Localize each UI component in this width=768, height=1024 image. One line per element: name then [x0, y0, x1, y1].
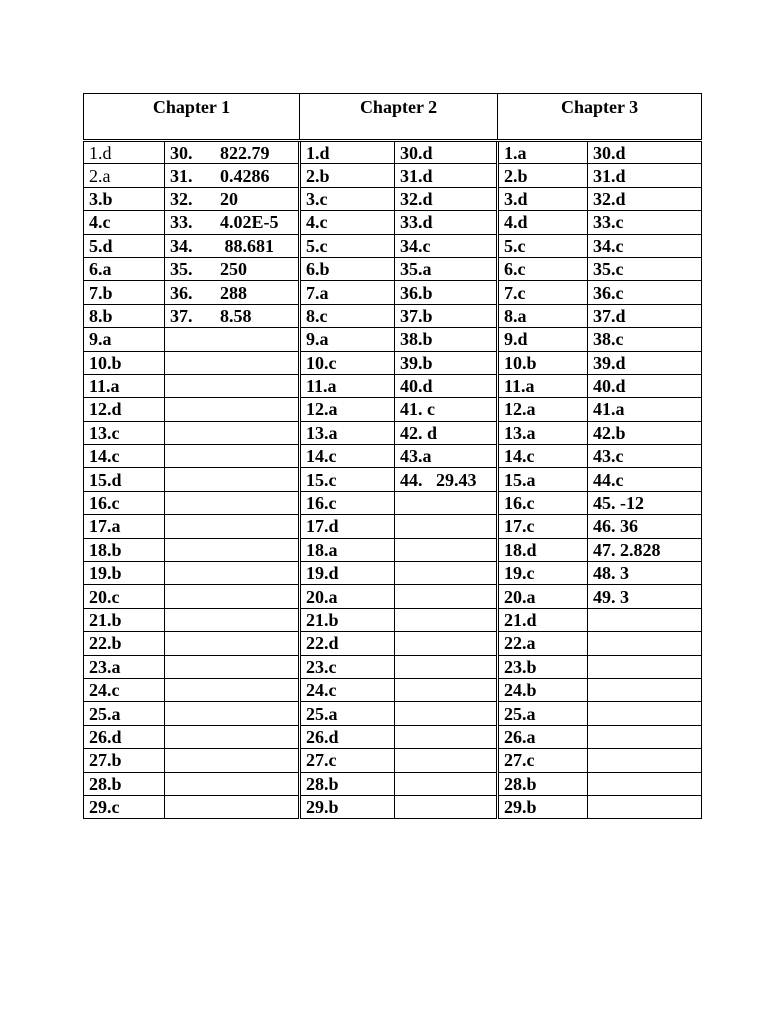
- chapter-1-answer: 14.c: [84, 445, 165, 468]
- chapter-3-answer: 26.a: [498, 725, 588, 748]
- answer-value: 0.4286: [220, 165, 270, 186]
- chapter-1-extra-answer: [165, 398, 300, 421]
- answer-value: 822.79: [220, 142, 270, 163]
- chapter-3-extra-answer: 49. 3: [588, 585, 702, 608]
- table-row: [84, 491, 702, 514]
- chapter-2-extra-answer: 33.d: [395, 211, 498, 234]
- chapter-1-extra-answer: [165, 795, 300, 818]
- chapter-1-answer: 24.c: [84, 678, 165, 701]
- chapter-2-extra-answer: [395, 608, 498, 631]
- chapter-1-answer: 28.b: [84, 772, 165, 795]
- chapter-3-answer: 18.d: [498, 538, 588, 561]
- answer-value: 288: [220, 282, 247, 303]
- chapter-1-header: Chapter 1: [84, 94, 300, 141]
- table-row: [84, 328, 702, 351]
- chapter-1-extra-answer: [165, 678, 300, 701]
- chapter-2-extra-answer: [395, 725, 498, 748]
- chapter-1-extra-answer: [165, 562, 300, 585]
- chapter-3-extra-answer: 34.c: [588, 234, 702, 257]
- chapter-3-extra-answer: 36.c: [588, 281, 702, 304]
- chapter-3-extra-answer: 46. 36: [588, 515, 702, 538]
- chapter-2-answer: 20.a: [300, 585, 395, 608]
- chapter-3-answer: 14.c: [498, 445, 588, 468]
- chapter-2-answer: 19.d: [300, 562, 395, 585]
- chapter-1-answer: 9.a: [84, 328, 165, 351]
- chapter-3-answer: 28.b: [498, 772, 588, 795]
- chapter-3-answer: 6.c: [498, 257, 588, 280]
- chapter-2-answer: 27.c: [300, 749, 395, 772]
- chapter-2-extra-answer: 31.d: [395, 164, 498, 187]
- chapter-3-answer: 9.d: [498, 328, 588, 351]
- question-number: 31.: [170, 165, 193, 186]
- chapter-1-extra-answer: [165, 351, 300, 374]
- chapter-2-answer: 9.a: [300, 328, 395, 351]
- chapter-1-answer: 19.b: [84, 562, 165, 585]
- chapter-3-extra-answer: 37.d: [588, 304, 702, 327]
- table-row: [84, 257, 702, 280]
- chapter-2-answer: 21.b: [300, 608, 395, 631]
- chapter-3-extra-answer: 43.c: [588, 445, 702, 468]
- chapter-2-extra-answer: [395, 562, 498, 585]
- table-row: [84, 562, 702, 585]
- chapter-2-extra-answer: 35.a: [395, 257, 498, 280]
- chapter-1-extra-answer: [165, 187, 300, 210]
- chapter-2-extra-answer: [395, 749, 498, 772]
- chapter-1-answer: 27.b: [84, 749, 165, 772]
- chapter-2-answer: 2.b: [300, 164, 395, 187]
- chapter-2-extra-answer: [395, 772, 498, 795]
- question-number: 37.: [170, 305, 193, 326]
- chapter-2-answer: 29.b: [300, 795, 395, 818]
- chapter-1-extra-answer: [165, 655, 300, 678]
- table-row: [84, 468, 702, 491]
- chapter-3-extra-answer: 47. 2.828: [588, 538, 702, 561]
- chapter-1-answer: 11.a: [84, 374, 165, 397]
- chapter-1-answer: 23.a: [84, 655, 165, 678]
- chapter-3-answer: 7.c: [498, 281, 588, 304]
- chapter-2-extra-answer: 43.a: [395, 445, 498, 468]
- chapter-3-extra-answer: 41.a: [588, 398, 702, 421]
- chapter-1-answer: 1.d: [84, 141, 165, 164]
- answer-value: 4.02E-5: [220, 212, 279, 233]
- chapter-3-extra-answer: [588, 678, 702, 701]
- chapter-3-answer: 25.a: [498, 702, 588, 725]
- chapter-2-answer: 11.a: [300, 374, 395, 397]
- chapter-1-answer: 7.b: [84, 281, 165, 304]
- chapter-1-answer: 17.a: [84, 515, 165, 538]
- chapter-1-extra-answer: [165, 211, 300, 234]
- question-number: 35.: [170, 259, 193, 280]
- chapter-3-extra-answer: 33.c: [588, 211, 702, 234]
- table-row: [84, 725, 702, 748]
- question-number: 33.: [170, 212, 193, 233]
- chapter-1-extra-answer: [165, 725, 300, 748]
- table-row: [84, 445, 702, 468]
- table-row: [84, 772, 702, 795]
- chapter-3-extra-answer: 30.d: [588, 141, 702, 164]
- chapter-3-answer: 22.a: [498, 632, 588, 655]
- chapter-3-extra-answer: 39.d: [588, 351, 702, 374]
- chapter-2-answer: 22.d: [300, 632, 395, 655]
- chapter-2-extra-answer: [395, 632, 498, 655]
- chapter-3-extra-answer: [588, 749, 702, 772]
- chapter-2-extra-answer: 37.b: [395, 304, 498, 327]
- chapter-2-answer: 16.c: [300, 491, 395, 514]
- chapter-header-row: [84, 94, 702, 141]
- chapter-3-answer: 5.c: [498, 234, 588, 257]
- chapter-1-extra-answer: [165, 304, 300, 327]
- chapter-3-extra-answer: [588, 632, 702, 655]
- chapter-3-extra-answer: [588, 702, 702, 725]
- chapter-1-answer: 29.c: [84, 795, 165, 818]
- chapter-1-answer: 25.a: [84, 702, 165, 725]
- chapter-1-answer: 2.a: [84, 164, 165, 187]
- chapter-3-answer: 10.b: [498, 351, 588, 374]
- chapter-1-answer: 13.c: [84, 421, 165, 444]
- chapter-1-extra-answer: [165, 328, 300, 351]
- table-row: [84, 632, 702, 655]
- chapter-1-extra-answer: [165, 468, 300, 491]
- chapter-3-extra-answer: [588, 795, 702, 818]
- chapter-2-extra-answer: [395, 538, 498, 561]
- chapter-3-extra-answer: 44.c: [588, 468, 702, 491]
- table-row: [84, 608, 702, 631]
- chapter-2-extra-answer: 39.b: [395, 351, 498, 374]
- chapter-1-answer: 12.d: [84, 398, 165, 421]
- table-row: [84, 187, 702, 210]
- chapter-3-answer: 23.b: [498, 655, 588, 678]
- chapter-2-extra-answer: [395, 702, 498, 725]
- chapter-3-extra-answer: 48. 3: [588, 562, 702, 585]
- chapter-3-answer: 2.b: [498, 164, 588, 187]
- chapter-1-answer: 8.b: [84, 304, 165, 327]
- chapter-3-extra-answer: [588, 772, 702, 795]
- chapter-3-extra-answer: [588, 655, 702, 678]
- chapter-3-answer: 13.a: [498, 421, 588, 444]
- table-row: [84, 374, 702, 397]
- chapter-2-header: Chapter 2: [300, 94, 498, 141]
- chapter-1-extra-answer: [165, 234, 300, 257]
- table-row: [84, 304, 702, 327]
- chapter-1-extra-answer: [165, 281, 300, 304]
- question-number: 32.: [170, 188, 193, 209]
- chapter-3-answer: 16.c: [498, 491, 588, 514]
- chapter-1-answer: 10.b: [84, 351, 165, 374]
- chapter-3-extra-answer: 32.d: [588, 187, 702, 210]
- chapter-3-extra-answer: 31.d: [588, 164, 702, 187]
- question-number: 36.: [170, 282, 193, 303]
- chapter-2-extra-answer: [395, 655, 498, 678]
- chapter-2-answer: 13.a: [300, 421, 395, 444]
- chapter-3-answer: 29.b: [498, 795, 588, 818]
- chapter-2-extra-answer: 42. d: [395, 421, 498, 444]
- table-row: [84, 749, 702, 772]
- chapter-1-answer: 26.d: [84, 725, 165, 748]
- chapter-2-answer: 15.c: [300, 468, 395, 491]
- question-number: 34.: [170, 235, 193, 256]
- table-row: [84, 515, 702, 538]
- chapter-2-answer: 6.b: [300, 257, 395, 280]
- chapter-3-answer: 12.a: [498, 398, 588, 421]
- answer-value: 20: [220, 188, 238, 209]
- chapter-2-answer: 26.d: [300, 725, 395, 748]
- chapter-1-extra-answer: [165, 374, 300, 397]
- chapter-1-answer: 4.c: [84, 211, 165, 234]
- chapter-3-answer: 21.d: [498, 608, 588, 631]
- chapter-2-answer: 12.a: [300, 398, 395, 421]
- table-row: [84, 795, 702, 818]
- chapter-3-extra-answer: [588, 725, 702, 748]
- chapter-1-answer: 22.b: [84, 632, 165, 655]
- chapter-3-answer: 1.a: [498, 141, 588, 164]
- chapter-1-extra-answer: [165, 632, 300, 655]
- table-row: [84, 398, 702, 421]
- chapter-3-extra-answer: 40.d: [588, 374, 702, 397]
- table-row: [84, 702, 702, 725]
- chapter-1-extra-answer: [165, 491, 300, 514]
- chapter-2-extra-answer: [395, 515, 498, 538]
- chapter-2-answer: 17.d: [300, 515, 395, 538]
- chapter-1-answer: 3.b: [84, 187, 165, 210]
- chapter-2-extra-answer: 44. 29.43: [395, 468, 498, 491]
- chapter-1-answer: 5.d: [84, 234, 165, 257]
- chapter-3-answer: 17.c: [498, 515, 588, 538]
- answer-key-table: [83, 93, 702, 819]
- chapter-3-extra-answer: 42.b: [588, 421, 702, 444]
- chapter-2-extra-answer: [395, 585, 498, 608]
- table-row: [84, 164, 702, 187]
- chapter-2-extra-answer: [395, 795, 498, 818]
- chapter-1-extra-answer: [165, 164, 300, 187]
- table-row: [84, 585, 702, 608]
- answer-value: 8.58: [220, 305, 252, 326]
- chapter-1-answer: 16.c: [84, 491, 165, 514]
- chapter-3-header: Chapter 3: [498, 94, 702, 141]
- chapter-2-extra-answer: 41. c: [395, 398, 498, 421]
- chapter-1-answer: 18.b: [84, 538, 165, 561]
- chapter-1-answer: 20.c: [84, 585, 165, 608]
- chapter-1-extra-answer: [165, 702, 300, 725]
- table-row: [84, 211, 702, 234]
- chapter-3-extra-answer: 35.c: [588, 257, 702, 280]
- table-row: [84, 538, 702, 561]
- table-row: [84, 281, 702, 304]
- chapter-1-extra-answer: [165, 749, 300, 772]
- chapter-2-extra-answer: 32.d: [395, 187, 498, 210]
- chapter-1-extra-answer: [165, 257, 300, 280]
- table-row: [84, 234, 702, 257]
- chapter-2-answer: 24.c: [300, 678, 395, 701]
- chapter-1-extra-answer: [165, 421, 300, 444]
- chapter-2-extra-answer: [395, 678, 498, 701]
- chapter-2-answer: 4.c: [300, 211, 395, 234]
- answer-value: 250: [220, 259, 247, 280]
- chapter-1-answer: 6.a: [84, 257, 165, 280]
- chapter-2-extra-answer: 36.b: [395, 281, 498, 304]
- chapter-3-answer: 15.a: [498, 468, 588, 491]
- chapter-2-extra-answer: 38.b: [395, 328, 498, 351]
- chapter-3-answer: 27.c: [498, 749, 588, 772]
- chapter-1-extra-answer: [165, 585, 300, 608]
- chapter-2-answer: 28.b: [300, 772, 395, 795]
- chapter-2-answer: 18.a: [300, 538, 395, 561]
- table-row: [84, 141, 702, 164]
- chapter-1-answer: 21.b: [84, 608, 165, 631]
- chapter-3-answer: 19.c: [498, 562, 588, 585]
- answer-value: 88.681: [220, 235, 274, 256]
- chapter-3-answer: 8.a: [498, 304, 588, 327]
- chapter-2-answer: 5.c: [300, 234, 395, 257]
- chapter-1-answer: 15.d: [84, 468, 165, 491]
- chapter-2-answer: 3.c: [300, 187, 395, 210]
- chapter-3-extra-answer: 45. -12: [588, 491, 702, 514]
- chapter-2-answer: 1.d: [300, 141, 395, 164]
- chapter-2-answer: 14.c: [300, 445, 395, 468]
- chapter-1-extra-answer: [165, 772, 300, 795]
- chapter-3-answer: 3.d: [498, 187, 588, 210]
- answer-rows: [84, 141, 702, 819]
- chapter-1-extra-answer: [165, 608, 300, 631]
- chapter-3-extra-answer: 38.c: [588, 328, 702, 351]
- table-row: [84, 351, 702, 374]
- table-row: [84, 678, 702, 701]
- chapter-2-extra-answer: 30.d: [395, 141, 498, 164]
- chapter-2-answer: 23.c: [300, 655, 395, 678]
- chapter-2-answer: 25.a: [300, 702, 395, 725]
- chapter-2-answer: 8.c: [300, 304, 395, 327]
- table-row: [84, 421, 702, 444]
- chapter-1-extra-answer: [165, 538, 300, 561]
- chapter-2-extra-answer: 40.d: [395, 374, 498, 397]
- chapter-2-answer: 10.c: [300, 351, 395, 374]
- chapter-1-extra-answer: [165, 141, 300, 164]
- chapter-1-extra-answer: [165, 445, 300, 468]
- chapter-3-answer: 4.d: [498, 211, 588, 234]
- chapter-2-extra-answer: [395, 491, 498, 514]
- chapter-3-answer: 24.b: [498, 678, 588, 701]
- chapter-2-answer: 7.a: [300, 281, 395, 304]
- chapter-1-extra-answer: [165, 515, 300, 538]
- table-row: [84, 655, 702, 678]
- chapter-3-answer: 20.a: [498, 585, 588, 608]
- question-number: 30.: [170, 142, 193, 163]
- chapter-3-answer: 11.a: [498, 374, 588, 397]
- chapter-2-extra-answer: 34.c: [395, 234, 498, 257]
- chapter-3-extra-answer: [588, 608, 702, 631]
